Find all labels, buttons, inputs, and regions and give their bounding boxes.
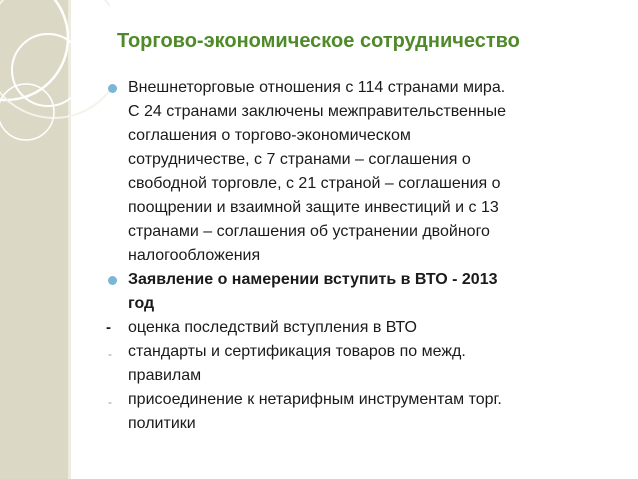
- dash-item-standards: [108, 340, 628, 388]
- text-line: С 24 странами заключены межправительственные: [128, 103, 507, 120]
- text-line: стандарты и сертификация товаров по межд.: [128, 343, 466, 360]
- bullet-item-relations: [108, 76, 628, 268]
- dash-marker: -: [108, 347, 112, 361]
- slide-content: [108, 76, 628, 436]
- text-line: странами – соглашения об устранении двойного: [128, 223, 490, 240]
- decor-panel-edge: [68, 0, 71, 479]
- text-line: свободной торговле, с 21 страной – соглашения о: [128, 175, 501, 192]
- text-line: присоединение к нетарифным инструментам торг.: [128, 391, 502, 408]
- bullet-icon: [108, 276, 117, 285]
- text-line: правилам: [128, 367, 202, 384]
- text-line: налогообложения: [128, 247, 261, 264]
- text-line: сотрудничестве, с 7 странами – соглашения о: [128, 151, 471, 168]
- dash-item-assessment: [108, 316, 628, 340]
- dash-marker: -: [108, 395, 112, 409]
- bullet-icon: [108, 84, 117, 93]
- dash-item-nontariff: [108, 388, 628, 436]
- text-line: Внешнеторговые отношения с 114 странами мира.: [128, 79, 506, 96]
- text-line: соглашения о торгово-экономическом: [128, 127, 411, 144]
- text-line: поощрении и взаимной защите инвестиций и с 13: [128, 199, 499, 216]
- text-line: оценка последствий вступления в ВТО: [128, 319, 417, 336]
- slide-title: Торгово-экономическое сотрудничество: [117, 30, 520, 52]
- text-line: год: [128, 295, 155, 312]
- decorative-background: [0, 0, 110, 479]
- text-line: политики: [128, 415, 196, 432]
- dash-marker: -: [106, 319, 111, 336]
- text-line: Заявление о намерении вступить в ВТО - 2013: [128, 271, 498, 288]
- bullet-item-wto-statement: [108, 268, 628, 316]
